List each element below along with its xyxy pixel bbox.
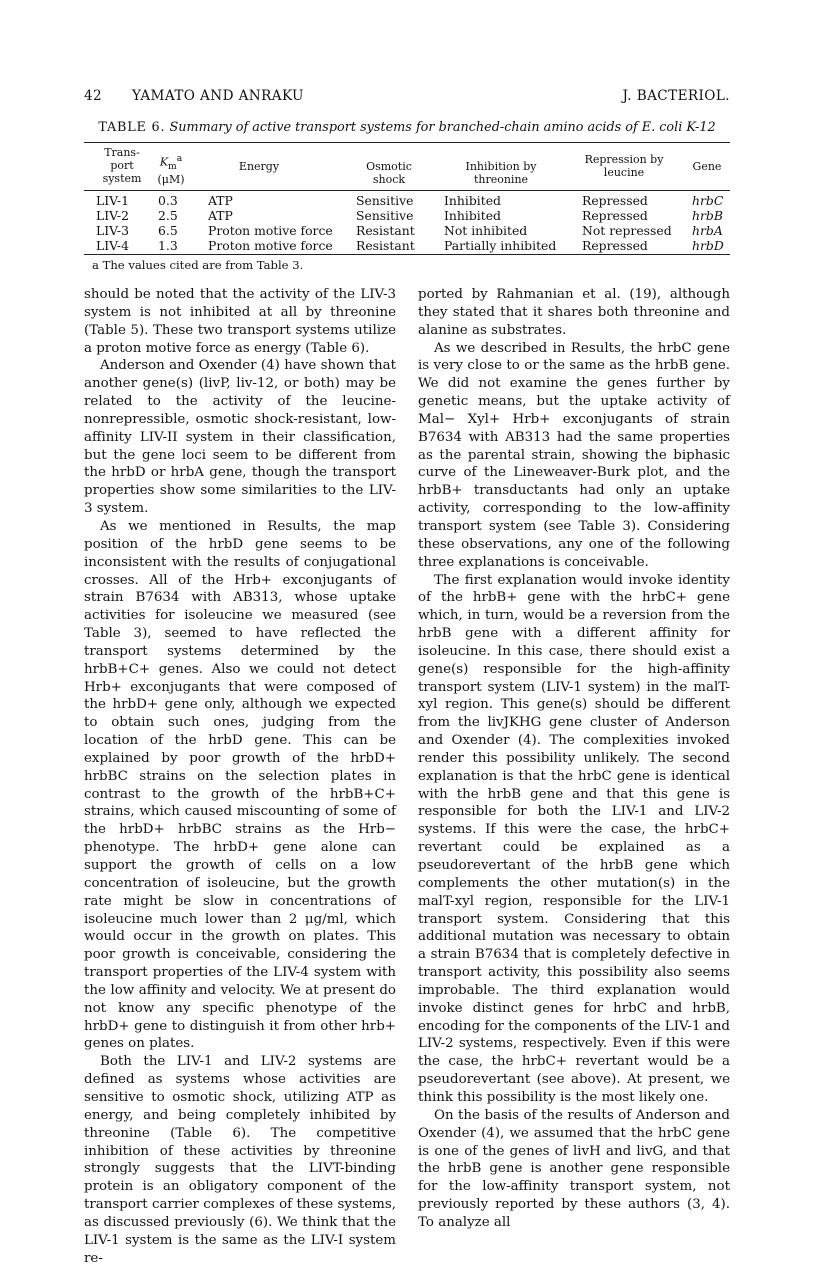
paragraph: Both the LIV-1 and LIV-2 systems are defined as systems whose activities are sensitive to osmotic shock, utilizing ATP as energy, and being completely inhibited by threonine (Table 6). The competitive inhibition of these activities by threonine strongly suggests that the LIVT-binding protein is an obligatory component of the transport carrier complexes of these systems, as discussed previously (6). We think that the LIV-1 system is the same as the LIV-I system re- (84, 1054, 396, 1266)
paragraph: On the basis of the results of Anderson and Oxender (4), we assumed that the hrbC gene is one of the genes of livH and livG, and that the hrbB gene is another gene responsible for the low-affinity transport system, not previously reported by these authors (3, 4). To analyze all (418, 1107, 730, 1230)
cell-km: 2.5 (158, 208, 178, 223)
cell-repression: Repressed (582, 208, 648, 223)
paragraph: As we mentioned in Results, the map position of the hrbD gene seems to be inconsistent with the results of conjugational crosses. All of the Hrb+ exconjugants of strain B7634 with AB313, whose uptake activities for isoleucine we measured (see Table 3), seemed to have reflected the transport systems determined by the hrbB+C+ genes. Also we could not detect Hrb+ exconjugants that were composed of the hrbD+ gene only, although we expected to obtain such ones, judging from the location of the hrbD gene. This can be explained by poor growth of the hrbD+ hrbBC strains on the selection plates in contrast to the growth of the hrbB+C+ strains, which caused miscounting of some of the hrbD+ hrbBC strains as the Hrb− phenotype. The hrbD+ gene alone can support the growth of cells on a low concentration of isoleucine, but the growth rate might be slow in concentrations of isoleucine much lower than 2 μg/ml, which would occur in the growth on plates. This poor growth is conceivable, considering the transport properties of the LIV-4 system with the low affinity and velocity. We at present do not know any specific phenotype of the hrbD+ gene to distinguish it from other hrb+ genes on plates. (84, 518, 396, 1052)
paragraph: Anderson and Oxender (4) have shown that another gene(s) (livP, liv-12, or both) may be related to the activity of the leucine-nonrepressible, osmotic shock-resistant, low-affinity LIV-II system in their classification, but the gene loci seem to be different from the hrbD or hrbA gene, though the transport properties show some similarities to the LIV-3 system. (84, 358, 396, 517)
col-header-system: Trans- port system (102, 146, 142, 185)
running-authors: YAMATO AND ANRAKU (132, 88, 304, 104)
cell-gene: hrbD (692, 238, 724, 253)
table-label: TABLE 6. (98, 120, 166, 135)
right-column (418, 286, 730, 1232)
cell-system: LIV-1 (96, 193, 130, 208)
cell-km: 1.3 (158, 238, 178, 253)
paragraph: should be noted that the activity of the LIV-3 system is not inhibited at all by threonine (Table 5). These two transport systems utilize a proton motive force as energy (Table 6). (84, 287, 396, 356)
cell-osmotic: Resistant (356, 223, 415, 238)
cell-system: LIV-2 (96, 208, 130, 223)
cell-gene: hrbC (692, 193, 724, 208)
cell-osmotic: Resistant (356, 238, 415, 253)
cell-osmotic: Sensitive (356, 193, 414, 208)
cell-repression: Repressed (582, 238, 648, 253)
cell-inhibition: Inhibited (444, 193, 501, 208)
cell-osmotic: Sensitive (356, 208, 414, 223)
cell-inhibition: Not inhibited (444, 223, 528, 238)
paragraph: ported by Rahmanian et al. (19), although they stated that it shares both threonine and alanine as substrates. (418, 287, 730, 338)
cell-energy: Proton motive force (208, 238, 333, 253)
table-footnote: a The values cited are from Table 3. (92, 258, 304, 272)
journal-name: J. BACTERIOL. (622, 88, 730, 104)
cell-inhibition: Partially inhibited (444, 238, 557, 253)
col-header-repression: Repression by leucine (584, 153, 664, 179)
paragraph: As we described in Results, the hrbC gene is very close to or the same as the hrbB gene. We did not examine the genes further by genetic means, but the uptake activity of Mal− Xyl+ Hrb+ exconjugants of strain B7634 with AB313 had the same properties as the parental strain, showing the biphasic curve of the Lineweaver-Burk plot, and the hrbB+ transductants had only an uptake activity, corresponding to the low-affinity transport system (see Table 3). Considering these observations, any one of the following three explanations is conceivable. (418, 340, 730, 570)
table-title: Summary of active transport systems for branched-chain amino acids of E. coli K-12 (169, 120, 716, 135)
cell-energy: ATP (208, 208, 233, 223)
table-top-rule (84, 142, 730, 143)
col-header-km: $K_m^a$ (μM) (157, 153, 185, 186)
col-header-gene: Gene (692, 160, 722, 173)
col-header-energy: Energy (238, 160, 280, 173)
cell-energy: ATP (208, 193, 233, 208)
cell-km: 0.3 (158, 193, 178, 208)
table-caption (84, 120, 730, 135)
table-bottom-rule (84, 254, 730, 255)
table-header-rule (84, 190, 730, 191)
cell-gene: hrbA (692, 223, 723, 238)
cell-repression: Repressed (582, 193, 648, 208)
cell-system: LIV-3 (96, 223, 130, 238)
col-header-osmotic: Osmotic shock (366, 160, 412, 186)
cell-energy: Proton motive force (208, 223, 333, 238)
page-number: 42 (84, 88, 103, 104)
cell-system: LIV-4 (96, 238, 130, 253)
cell-inhibition: Inhibited (444, 208, 501, 223)
cell-repression: Not repressed (582, 223, 672, 238)
col-header-inhibition: Inhibition by threonine (465, 160, 537, 186)
cell-gene: hrbB (692, 208, 723, 223)
left-column (84, 286, 396, 1267)
paragraph: The first explanation would invoke identity of the hrbB+ gene with the hrbC+ gene which, in turn, would be a reversion from the hrbB gene with a different affinity for isoleucine. In this case, there should exist a gene(s) responsible for the high-affinity transport system (LIV-1 system) in the malT-xyl region. This gene(s) should be different from the livJKHG gene cluster of Anderson and Oxender (4). The complexities invoked render this possibility unlikely. The second explanation is that the hrbC gene is identical with the hrbB gene and that this gene is responsible for both the LIV-1 and LIV-2 systems. If this were the case, the hrbC+ revertant could be explained as a pseudorevertant of the hrbB gene which complements the other mutation(s) in the malT-xyl region, responsible for the LIV-1 transport system. Considering that this additional mutation was necessary to obtain a strain B7634 that is completely defective in transport activity, this possibility also seems improbable. The third explanation would invoke distinct genes for hrbC and hrbB, encoding for the components of the LIV-1 and LIV-2 systems, respectively. Even if this were the case, the hrbC+ revertant would be a pseudorevertant (see above). At present, we think this possibility is the most likely one. (418, 572, 730, 1105)
cell-km: 6.5 (158, 223, 178, 238)
